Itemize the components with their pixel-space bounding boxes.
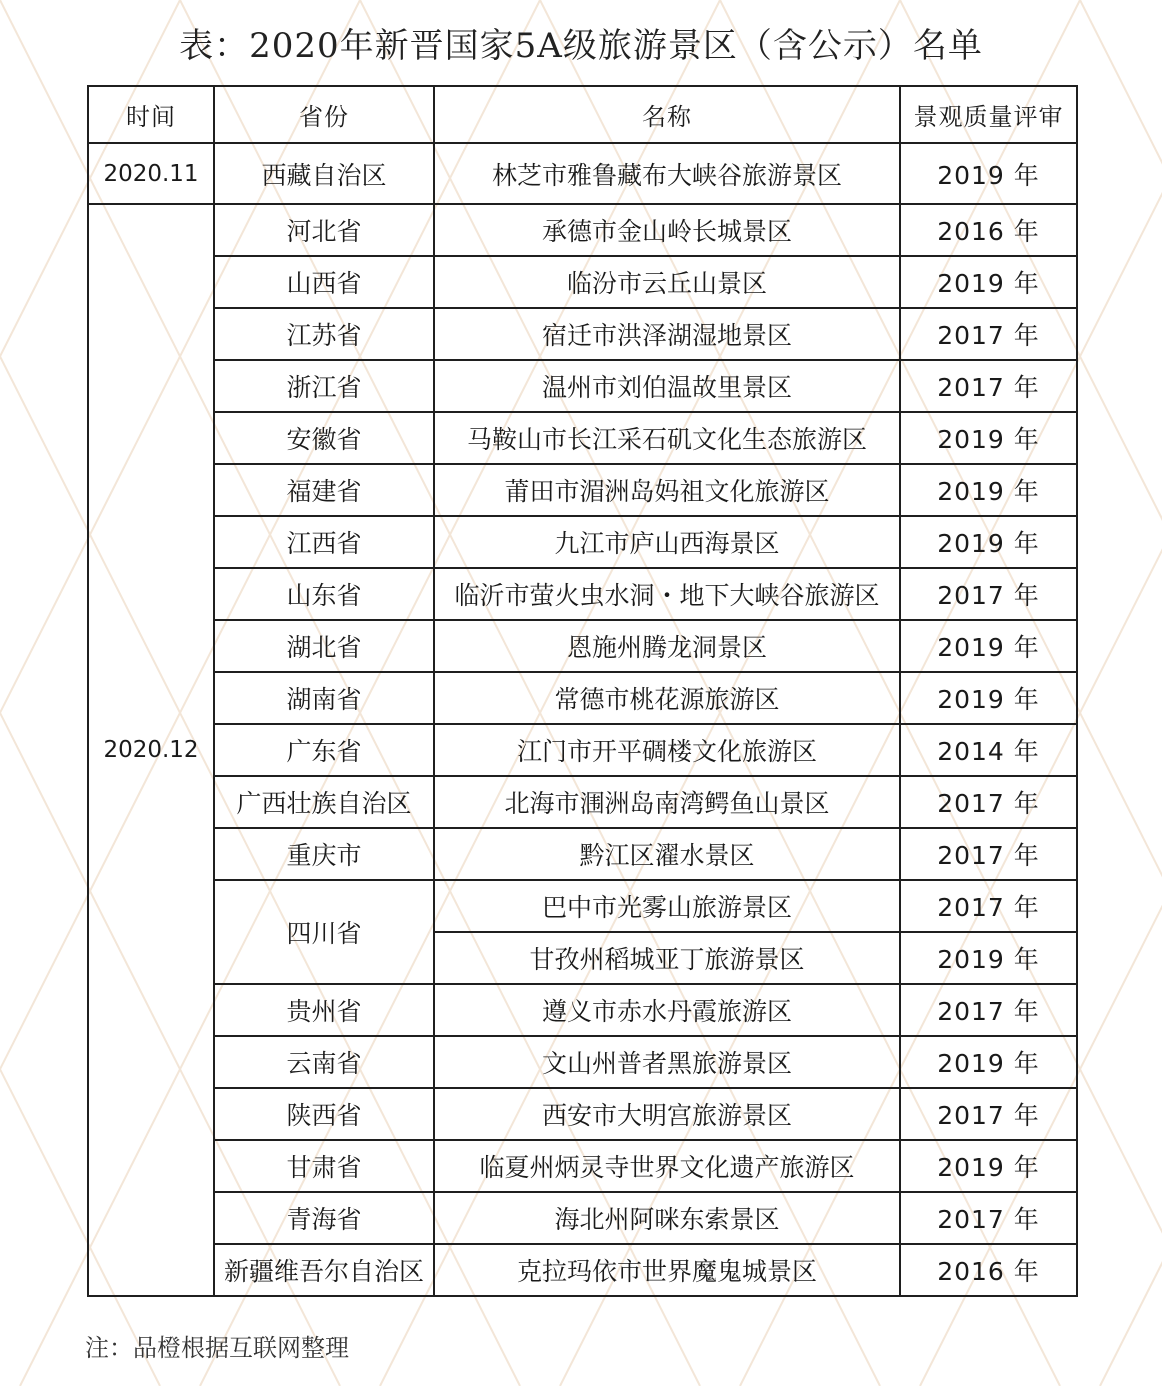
review-year-cell: 2019 年: [900, 672, 1077, 724]
site-name-cell: 海北州阿咪东索景区: [434, 1192, 900, 1244]
review-year-cell: 2017 年: [900, 776, 1077, 828]
province-cell: 云南省: [214, 1036, 434, 1088]
review-year-cell: 2017 年: [900, 360, 1077, 412]
table-row: [88, 308, 1077, 360]
table-row: [88, 828, 1077, 880]
site-name-cell: 遵义市赤水丹霞旅游区: [434, 984, 900, 1036]
review-year-cell: 2017 年: [900, 880, 1077, 932]
table-row: [88, 1140, 1077, 1192]
province-cell: 湖南省: [214, 672, 434, 724]
review-year-cell: 2019 年: [900, 620, 1077, 672]
table-row: [88, 776, 1077, 828]
table-row: [88, 412, 1077, 464]
province-cell: 江苏省: [214, 308, 434, 360]
province-cell: 甘肃省: [214, 1140, 434, 1192]
review-year-cell: 2017 年: [900, 308, 1077, 360]
province-cell: 河北省: [214, 204, 434, 256]
table-row: [88, 984, 1077, 1036]
review-year-cell: 2017 年: [900, 1192, 1077, 1244]
province-cell: 江西省: [214, 516, 434, 568]
table-header-row: [88, 86, 1077, 143]
review-year-cell: 2019 年: [900, 1140, 1077, 1192]
site-name-cell: 恩施州腾龙洞景区: [434, 620, 900, 672]
site-name-cell: 江门市开平碉楼文化旅游区: [434, 724, 900, 776]
site-name-cell: 承德市金山岭长城景区: [434, 204, 900, 256]
review-year-cell: 2016 年: [900, 204, 1077, 256]
review-year-cell: 2019 年: [900, 932, 1077, 984]
review-year-cell: 2019 年: [900, 256, 1077, 308]
province-cell: 广西壮族自治区: [214, 776, 434, 828]
site-name-cell: 林芝市雅鲁藏布大峡谷旅游景区: [434, 143, 900, 204]
table-row: [88, 1192, 1077, 1244]
site-name-cell: 西安市大明宫旅游景区: [434, 1088, 900, 1140]
table-row: [88, 1244, 1077, 1296]
site-name-cell: 临夏州炳灵寺世界文化遗产旅游区: [434, 1140, 900, 1192]
review-year-cell: 2017 年: [900, 984, 1077, 1036]
review-year-cell: 2016 年: [900, 1244, 1077, 1296]
site-name-cell: 临汾市云丘山景区: [434, 256, 900, 308]
site-name-cell: 黔江区濯水景区: [434, 828, 900, 880]
site-name-cell: 文山州普者黑旅游景区: [434, 1036, 900, 1088]
site-name-cell: 克拉玛依市世界魔鬼城景区: [434, 1244, 900, 1296]
review-year-cell: 2017 年: [900, 1088, 1077, 1140]
page-title: 表：2020年新晋国家5A级旅游景区（含公示）名单: [179, 26, 983, 66]
review-year-cell: 2019 年: [900, 412, 1077, 464]
review-year-cell: 2017 年: [900, 828, 1077, 880]
table-row: [88, 204, 1077, 256]
province-cell: 山东省: [214, 568, 434, 620]
table-row: [88, 464, 1077, 516]
table-row: [88, 143, 1077, 204]
table-row: [88, 724, 1077, 776]
watermark-stripe: [1100, 0, 1162, 1386]
time-cell: 2020.12: [88, 204, 214, 1296]
province-cell: 贵州省: [214, 984, 434, 1036]
site-name-cell: 九江市庐山西海景区: [434, 516, 900, 568]
table-row: [88, 672, 1077, 724]
site-name-cell: 温州市刘伯温故里景区: [434, 360, 900, 412]
review-year-cell: 2019 年: [900, 464, 1077, 516]
table-row: [88, 360, 1077, 412]
review-year-cell: 2019 年: [900, 143, 1077, 204]
site-name-cell: 马鞍山市长江采石矶文化生态旅游区: [434, 412, 900, 464]
province-cell: 新疆维吾尔自治区: [214, 1244, 434, 1296]
header-review-year: 景观质量评审: [900, 86, 1077, 143]
province-cell: 广东省: [214, 724, 434, 776]
table-row: [88, 516, 1077, 568]
table-body: [88, 143, 1077, 1296]
province-cell: 青海省: [214, 1192, 434, 1244]
review-year-cell: 2019 年: [900, 1036, 1077, 1088]
site-name-cell: 常德市桃花源旅游区: [434, 672, 900, 724]
time-cell: 2020.11: [88, 143, 214, 204]
header-time: 时间: [88, 86, 214, 143]
site-name-cell: 宿迁市洪泽湖湿地景区: [434, 308, 900, 360]
province-cell: 四川省: [214, 880, 434, 984]
province-cell: 福建省: [214, 464, 434, 516]
province-cell: 重庆市: [214, 828, 434, 880]
scenic-area-table: [87, 85, 1078, 1297]
review-year-cell: 2017 年: [900, 568, 1077, 620]
province-cell: 浙江省: [214, 360, 434, 412]
province-cell: 陕西省: [214, 1088, 434, 1140]
footnote: 注：品橙根据互联网整理: [85, 1334, 349, 1362]
header-province: 省份: [214, 86, 434, 143]
table-row: [88, 620, 1077, 672]
site-name-cell: 临沂市萤火虫水洞・地下大峡谷旅游区: [434, 568, 900, 620]
province-cell: 山西省: [214, 256, 434, 308]
site-name-cell: 北海市涠洲岛南湾鳄鱼山景区: [434, 776, 900, 828]
province-cell: 安徽省: [214, 412, 434, 464]
site-name-cell: 甘孜州稻城亚丁旅游景区: [434, 932, 900, 984]
table-row: [88, 880, 1077, 932]
review-year-cell: 2019 年: [900, 516, 1077, 568]
header-name: 名称: [434, 86, 900, 143]
review-year-cell: 2014 年: [900, 724, 1077, 776]
watermark-stripe: [1080, 0, 1162, 1386]
province-cell: 湖北省: [214, 620, 434, 672]
site-name-cell: 巴中市光雾山旅游景区: [434, 880, 900, 932]
site-name-cell: 莆田市湄洲岛妈祖文化旅游区: [434, 464, 900, 516]
table-row: [88, 256, 1077, 308]
table-row: [88, 568, 1077, 620]
table-row: [88, 1088, 1077, 1140]
province-cell: 西藏自治区: [214, 143, 434, 204]
table-row: [88, 1036, 1077, 1088]
